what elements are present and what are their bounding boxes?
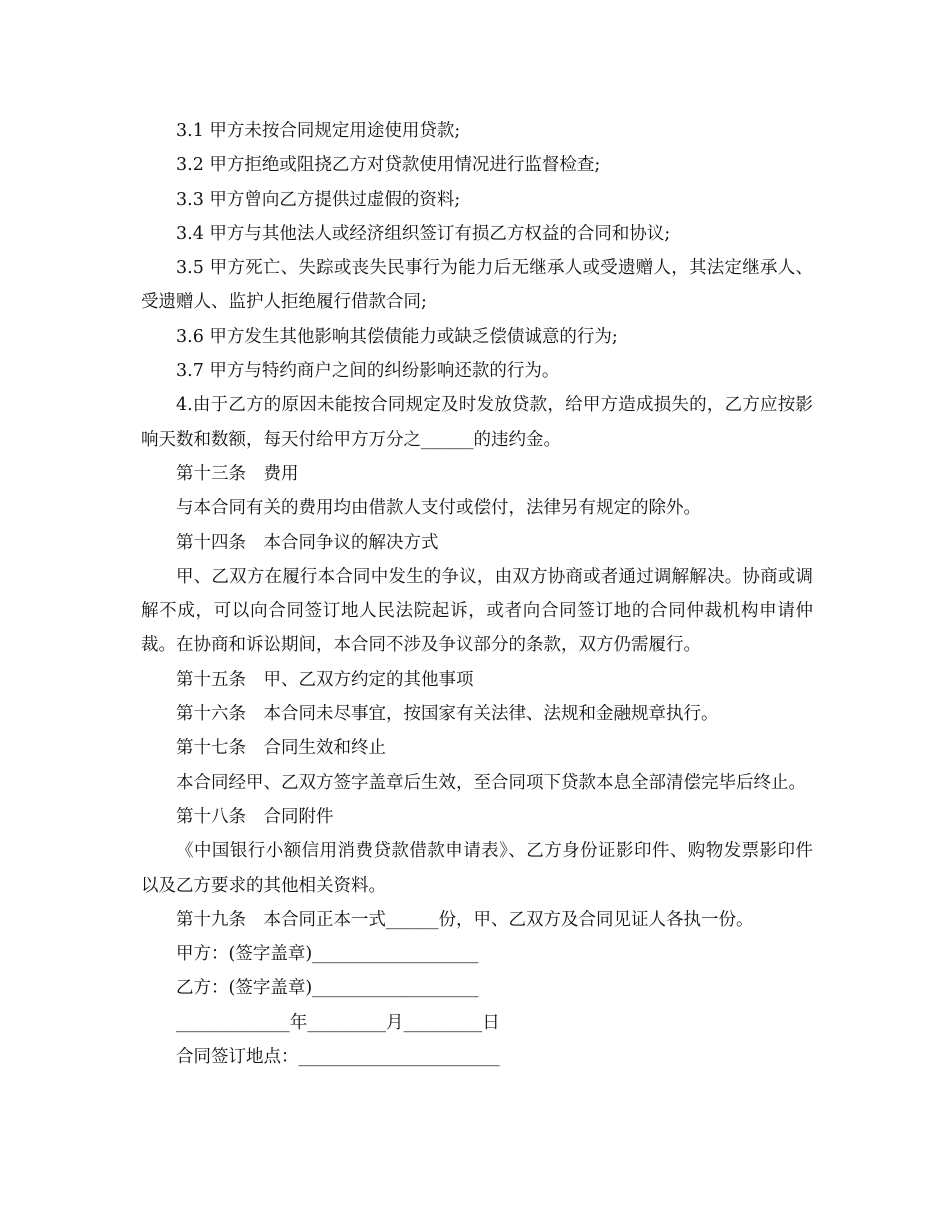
clause-3-5: 3.5 甲方死亡、失踪或丧失民事行为能力后无继承人或受遗赠人，其法定继承人、受遗赠人、监护人拒绝履行借款合同; [141, 258, 813, 313]
article-14-text: 甲、乙双方在履行本合同中发生的争议，由双方协商或者通过调解解决。协商或调解不成，可以向合同签订地人民法院起诉，或者向合同签订地的合同仲裁机构申请仲裁。在协商和诉讼期间，本合同不涉及争议部分的条款，双方仍需履行。 [141, 566, 813, 656]
signing-place-line: 合同签订地点：_______________________ [176, 1047, 500, 1068]
article-18-heading: 第十八条 合同附件 [176, 806, 334, 827]
party-b-signature-line: 乙方：(签字盖章)___________________ [176, 978, 479, 999]
clause-3-7: 3.7 甲方与特约商户之间的纠纷影响还款的行为。 [176, 361, 560, 382]
article-16-text: 第十六条 本合同未尽事宜，按国家有关法律、法规和金融规章执行。 [176, 704, 719, 725]
clause-3-3: 3.3 甲方曾向乙方提供过虚假的资料; [176, 189, 461, 210]
article-17-heading: 第十七条 合同生效和终止 [176, 738, 386, 759]
clause-4: 4.由于乙方的原因未能按合同规定及时发放贷款，给甲方造成损失的，乙方应按影响天数和数额，每天付给甲方万分之______的违约金。 [141, 395, 813, 450]
clause-3-4: 3.4 甲方与其他法人或经济组织签订有损乙方权益的合同和协议; [176, 223, 671, 244]
article-13-heading: 第十三条 费用 [176, 463, 299, 484]
date-line: _____________年_________月_________日 [176, 1012, 500, 1033]
article-13-text: 与本合同有关的费用均由借款人支付或偿付，法律另有规定的除外。 [176, 498, 701, 519]
article-19-text: 第十九条 本合同正本一式______份，甲、乙双方及合同见证人各执一份。 [176, 909, 754, 930]
article-15-heading: 第十五条 甲、乙双方约定的其他事项 [176, 669, 474, 690]
clause-3-6: 3.6 甲方发生其他影响其偿债能力或缺乏偿债诚意的行为; [176, 326, 618, 347]
article-18-text: 《中国银行小额信用消费贷款借款申请表》、乙方身份证影印件、购物发票影印件以及乙方要求的其他相关资料。 [141, 841, 813, 896]
contract-body [141, 114, 813, 1074]
clause-3-2: 3.2 甲方拒绝或阻挠乙方对贷款使用情况进行监督检查; [176, 155, 601, 176]
clause-3-1: 3.1 甲方未按合同规定用途使用贷款; [176, 121, 461, 141]
party-a-signature-line: 甲方：(签字盖章)___________________ [176, 944, 479, 965]
article-17-text: 本合同经甲、乙双方签字盖章后生效，至合同项下贷款本息全部清偿完毕后终止。 [176, 772, 806, 793]
article-14-heading: 第十四条 本合同争议的解决方式 [176, 532, 439, 553]
